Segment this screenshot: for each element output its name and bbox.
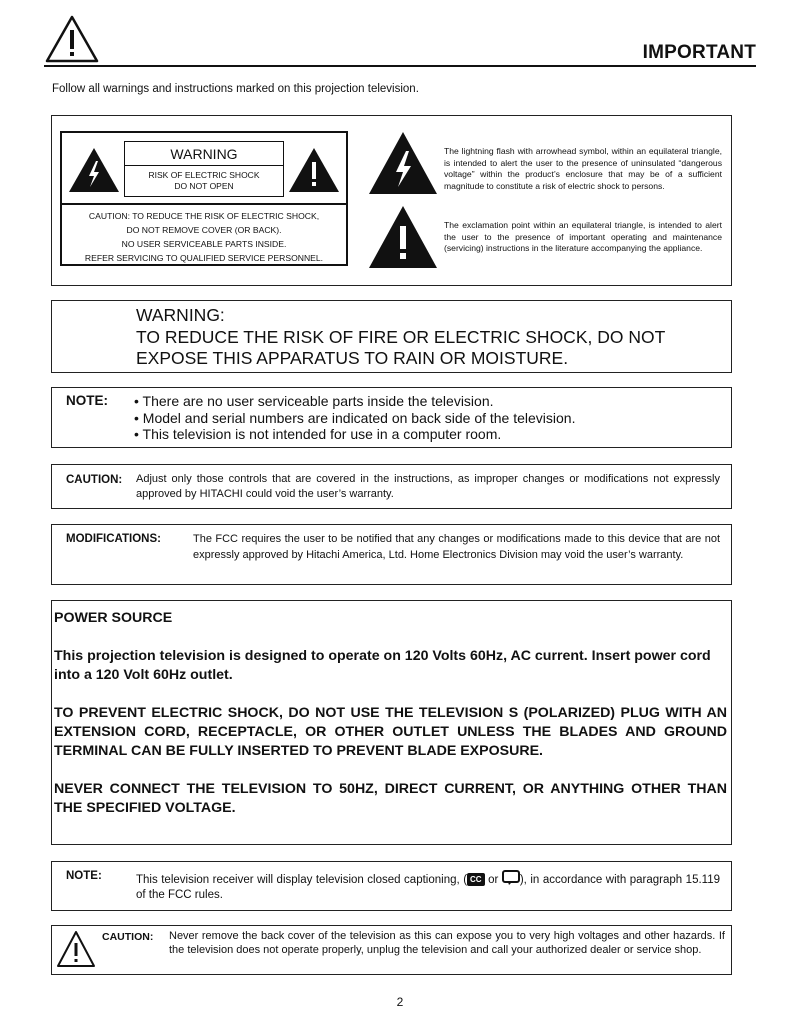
list-item: • This television is not intended for use in a computer room. xyxy=(134,426,502,442)
exclamation-symbol-text: The exclamation point within an equilateral triangle, is intended to alert the user to the presence of important operating and maintenance (servicing) instructions in the literature accompanying the appliance. xyxy=(444,220,722,253)
power-paragraph: TO PREVENT ELECTRIC SHOCK, DO NOT USE THE TELEVISION S (POLARIZED) PLUG WITH AN EXTENSION CORD, RECEPTACLE, OR OTHER OUTLET UNLESS THE BLADES AND GROUND TERMINAL CAN BE FULLY INSERTED TO PREVENT BLADE EXPOSURE. xyxy=(54,705,727,759)
note-list xyxy=(134,393,576,443)
caution-text: Never remove the back cover of the television as this can expose you to very high voltages and other hazards. If the television does not operate properly, unplug the television and call your authorized dealer or service shop. xyxy=(169,930,725,956)
warning-label-caution xyxy=(62,209,346,265)
exclamation-triangle-icon xyxy=(288,147,340,193)
note-text-part: This television receiver will display television closed captioning, ( xyxy=(136,874,468,886)
caution-line: DO NOT REMOVE COVER (OR BACK). xyxy=(126,225,282,235)
note-box xyxy=(51,387,732,448)
list-item: • Model and serial numbers are indicated on back side of the television. xyxy=(134,409,576,426)
header-rule xyxy=(44,65,756,67)
lightning-triangle-icon xyxy=(368,131,438,195)
power-source-box xyxy=(51,600,732,845)
note-label: NOTE: xyxy=(66,870,102,882)
caution-line: REFER SERVICING TO QUALIFIED SERVICE PERSONNEL. xyxy=(84,253,324,263)
lightning-symbol-text: The lightning flash with arrowhead symbol, within an equilateral triangle, is intended to alert the user to the presence of uninsulated “dangerous voltage” within the product’s enclosure that may be of a sufficient magnitude to constitute a risk of electric shock to persons. xyxy=(444,146,722,191)
power-paragraph: This projection television is designed to operate on 120 Volts 60Hz, AC current. Insert power cord into a 120 Volt 60Hz outlet. xyxy=(54,648,711,683)
warning-label-top xyxy=(62,133,346,205)
warning-triangle-icon xyxy=(44,14,100,64)
main-warning-line: EXPOSE THIS APPARATUS TO RAIN OR MOISTURE. xyxy=(136,348,569,368)
main-warning-line: WARNING: xyxy=(136,305,225,325)
modifications-label: MODIFICATIONS: xyxy=(66,533,161,545)
caution-line: CAUTION: TO REDUCE THE RISK OF ELECTRIC SHOCK, xyxy=(88,211,320,221)
lightning-triangle-icon xyxy=(68,147,120,193)
main-warning-line: TO REDUCE THE RISK OF FIRE OR ELECTRIC SHOCK, DO NOT xyxy=(136,326,666,347)
main-warning-box xyxy=(51,300,732,373)
caution-box xyxy=(51,464,732,509)
page-title: IMPORTANT xyxy=(642,42,756,63)
list-item: • There are no user serviceable parts inside the television. xyxy=(134,393,494,409)
intro-text: Follow all warnings and instructions marked on this projection television. xyxy=(52,83,419,95)
tv-caption-icon xyxy=(502,870,520,886)
caution-label: CAUTION: xyxy=(66,474,123,486)
power-paragraph: NEVER CONNECT THE TELEVISION TO 50HZ, DIRECT CURRENT, OR ANYTHING OTHER THAN THE SPECIFIED VOLTAGE. xyxy=(54,781,727,816)
note-text-part: or xyxy=(484,874,502,886)
caution-line: NO USER SERVICEABLE PARTS INSIDE. xyxy=(121,239,287,249)
warning-label xyxy=(60,131,348,266)
caution-text: Adjust only those controls that are covered in the instructions, as improper changes or modifications not expressly approved by HITACHI could void the user’s warranty. xyxy=(136,473,720,500)
modifications-box xyxy=(51,524,732,585)
captioning-note-text xyxy=(136,870,720,903)
cc-icon: CC xyxy=(467,873,485,886)
note-label: NOTE: xyxy=(66,393,108,408)
page-number: 2 xyxy=(396,995,404,1009)
captioning-note-box xyxy=(51,861,732,911)
main-warning-text xyxy=(136,305,665,370)
caution-label: CAUTION: xyxy=(102,931,154,943)
exclamation-triangle-icon xyxy=(368,205,438,269)
power-source-title: POWER SOURCE xyxy=(54,610,173,626)
note-text-part: ), in accordance with paragraph 15.119 of the FCC rules. xyxy=(136,874,721,901)
warning-label-sub1: RISK OF ELECTRIC SHOCK xyxy=(148,170,260,180)
warning-label-title: WARNING xyxy=(125,146,283,166)
power-source-content xyxy=(54,609,727,818)
warning-label-sub2: DO NOT OPEN xyxy=(174,181,234,191)
back-cover-caution-box xyxy=(51,925,732,975)
warning-label-inner xyxy=(124,141,284,197)
warning-triangle-icon xyxy=(56,930,96,968)
modifications-text: The FCC requires the user to be notified that any changes or modifications made to this device that are not expressly approved by Hitachi America, Ltd. Home Electronics Division may void the user’s warranty. xyxy=(193,533,720,561)
